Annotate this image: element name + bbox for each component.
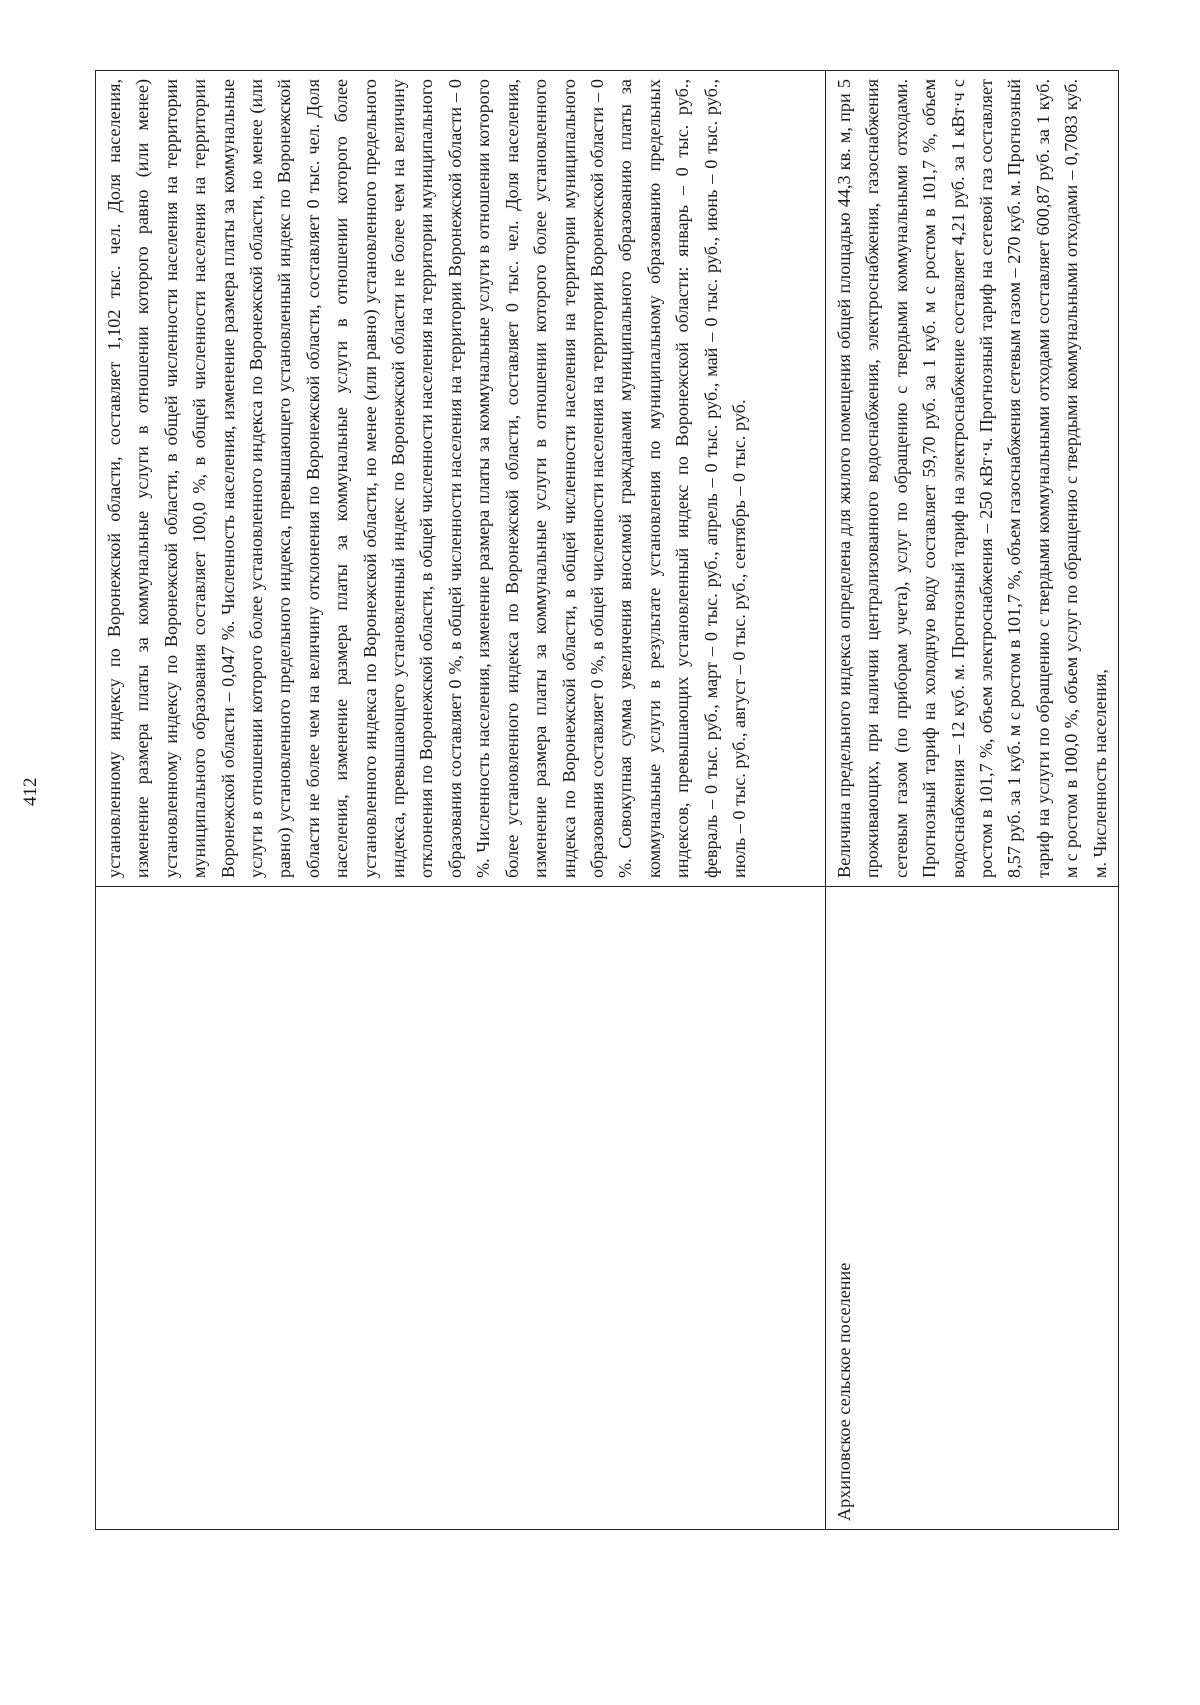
- settlement-name-cell: [96, 887, 826, 1530]
- settlement-name-cell: [826, 887, 1119, 1530]
- rotated-page-content: [95, 70, 1110, 1530]
- settlement-name: Архиповское сельское поселение: [834, 1262, 854, 1521]
- table-row: [826, 71, 1119, 1530]
- description-cell: [96, 71, 826, 887]
- description-text: установленному индексу по Воронежской области, составляет 1,102 тыс. чел. Доля населения, изменение размера платы за коммунальные услуги в отношении которого равно (или менее) установленному индексу по Воронежской области, в общей численности населения на территории муниципального образования составляет 100,0 %, в общей численности населения на территории Воронежской области – 0,047 %. Численность населения, изменение размера платы за коммунальные услуги в отношении которого более установленного индекса по Воронежской области, но менее (или равно) установленного предельного индекса, превышающего установленный индекс по Воронежской области не более чем на величину отклонения по Воронежской области, составляет 0 тыс. чел. Доля населения, изменение размера платы за коммунальные услуги в отношении которого более установленного индекса по Воронежской области, но менее (или равно) установленного предельного индекса, превышающего установленный индекс по Воронежской области не более чем на величину отклонения по Воронежской области, в общей численности населения на территории муниципального образования составляет 0 %, в общей численности населения на территории Воронежской области – 0 %. Численность населения, изменение размера платы за коммунальные услуги в отношении которого более установленного индекса по Воронежской области, составляет 0 тыс. чел. Доля населения, изменение размера платы за коммунальные услуги в отношении которого более установленного индекса по Воронежской области, в общей численности населения на территории муниципального образования составляет 0 %, в общей численности населения на территории Воронежской области – 0 %. Совокупная сумма увеличения вносимой гражданами муниципального образованию платы за коммунальные услуги в результате установления по муниципальному образованию предельных индексов, превышающих установленный индекс по Воронежской области: январь – 0 тыс. руб., февраль – 0 тыс. руб., март – 0 тыс. руб., апрель – 0 тыс. руб., май – 0 тыс. руб., июнь – 0 тыс. руб., июль – 0 тыс. руб., август – 0 тыс. руб., сентябрь – 0 тыс. руб.: [104, 79, 749, 878]
- data-table: [95, 70, 1119, 1530]
- description-cell: [826, 71, 1119, 887]
- table-row: [96, 71, 826, 1530]
- description-text: Величина предельного индекса определена для жилого помещения общей площадью 44,3 кв. м, при 5 проживающих, при наличии централизованного водоснабжения, электроснабжения, газоснабжения сетевым газом (по приборам учета), услуг по обращению с твердыми коммунальными отходами. Прогнозный тариф на холодную воду составляет 59,70 руб. за 1 куб. м с ростом в 101,7 %, объем водоснабжения – 12 куб. м. Прогнозный тариф на электроснабжение составляет 4,21 руб. за 1 кВт·ч с ростом в 101,7 %, объем электроснабжения – 250 кВт·ч. Прогнозный тариф на сетевой газ составляет 8,57 руб. за 1 куб. м с ростом в 101,7 %, объем газоснабжения сетевым газом – 270 куб. м. Прогнозный тариф на услуги по обращению с твердыми коммунальными отходами составляет 600,87 руб. за 1 куб. м с ростом в 100,0 %, объем услуг по обращению с твердыми коммунальными отходами – 0,7083 куб. м. Численность населения,: [834, 79, 1110, 878]
- page-number: 412: [20, 777, 41, 806]
